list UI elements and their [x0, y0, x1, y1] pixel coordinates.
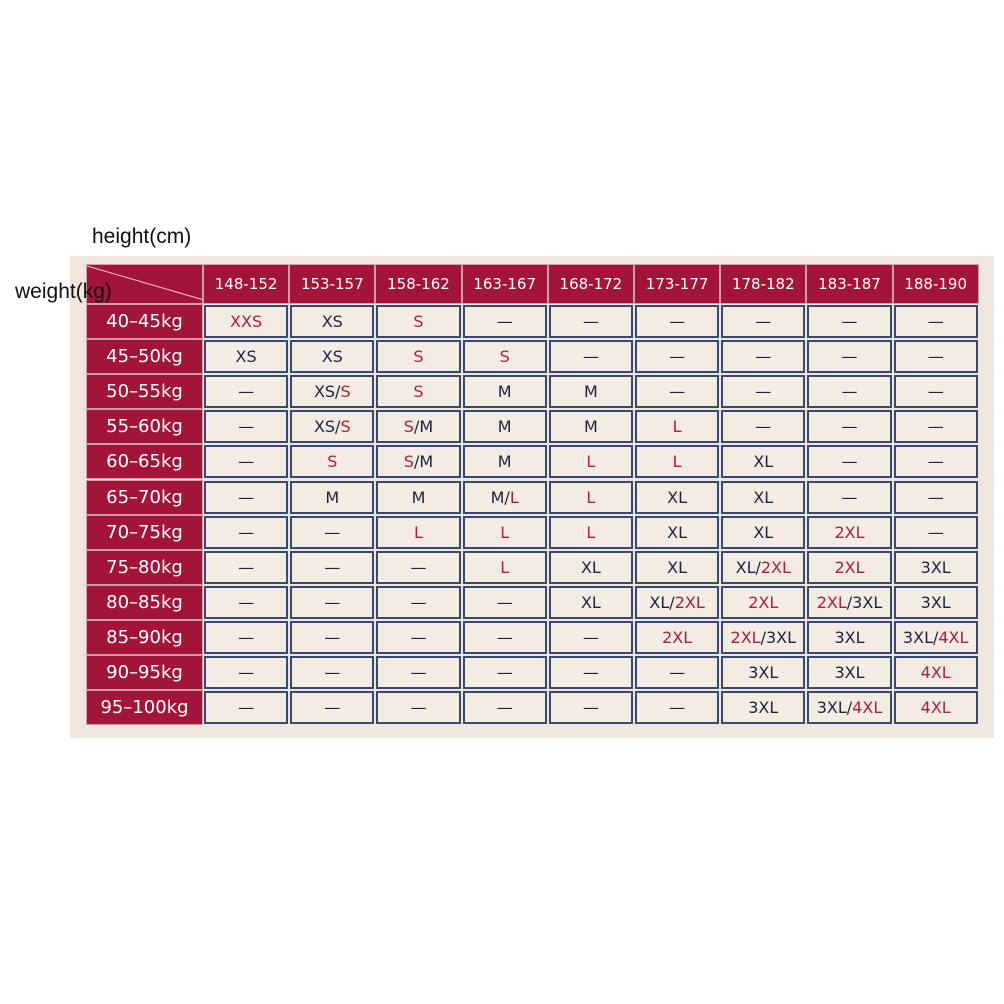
size-cell: [721, 551, 805, 584]
size-label: 2XL: [748, 592, 779, 612]
size-label: —: [927, 452, 944, 472]
size-label: S: [413, 347, 424, 367]
size-cell: [721, 691, 805, 724]
size-cell: [204, 445, 288, 478]
size-label: XL/: [735, 557, 761, 577]
size-cell: [204, 305, 288, 338]
size-label: /3XL: [846, 592, 883, 612]
size-cell: [463, 305, 547, 338]
size-label: —: [927, 522, 944, 542]
size-cell: [635, 586, 719, 619]
size-cell: [463, 656, 547, 689]
size-cell: [290, 445, 374, 478]
size-label: S: [499, 347, 510, 367]
size-cell: [290, 656, 374, 689]
size-label: —: [496, 627, 513, 647]
size-label: S: [403, 452, 414, 472]
size-label: L: [586, 522, 596, 542]
size-label: 4XL: [938, 627, 969, 647]
size-label: L: [586, 487, 596, 507]
size-label: XS: [321, 312, 343, 332]
size-label: —: [410, 592, 427, 612]
size-label: —: [496, 663, 513, 683]
size-cell: [204, 656, 288, 689]
size-cell: [807, 375, 891, 408]
size-label: XL: [580, 557, 601, 577]
size-label: —: [669, 698, 686, 718]
size-cell: [290, 551, 374, 584]
size-label: XL: [580, 592, 601, 612]
size-cell: [635, 375, 719, 408]
size-cell: [721, 445, 805, 478]
size-cell: [376, 691, 460, 724]
size-label: XL: [667, 487, 688, 507]
size-cell: [290, 621, 374, 654]
size-cell: [376, 305, 460, 338]
size-cell: [894, 340, 978, 373]
size-cell: [549, 691, 633, 724]
size-label: —: [410, 557, 427, 577]
size-label: —: [238, 627, 255, 647]
column-header: 148-152: [203, 264, 289, 304]
size-cell: [635, 305, 719, 338]
size-cell: [376, 621, 460, 654]
size-cell: [549, 586, 633, 619]
size-cell: [290, 481, 374, 514]
row-header: 95–100kg: [86, 690, 203, 725]
size-cell: [635, 691, 719, 724]
size-cell: [635, 621, 719, 654]
size-cell: [721, 340, 805, 373]
size-cell: [807, 410, 891, 443]
size-label: —: [582, 698, 599, 718]
column-header: 183-187: [806, 264, 892, 304]
size-label: L: [414, 522, 423, 542]
column-header: 168-172: [548, 264, 634, 304]
size-cell: [376, 586, 460, 619]
size-cell: [721, 586, 805, 619]
size-cell: [463, 340, 547, 373]
size-cell: [721, 656, 805, 689]
size-cell: [376, 516, 460, 549]
row-header: 70–75kg: [86, 515, 203, 550]
size-cell: [721, 305, 805, 338]
row-header: 45–50kg: [86, 339, 203, 374]
size-label: —: [755, 347, 772, 367]
row-header: 90–95kg: [86, 655, 203, 690]
size-cell: [807, 691, 891, 724]
size-label: XL/: [649, 592, 675, 612]
size-label: —: [496, 592, 513, 612]
size-label: —: [324, 557, 341, 577]
size-label: S: [327, 452, 338, 472]
size-label: /3XL: [760, 627, 797, 647]
size-cell: [807, 586, 891, 619]
size-label: 3XL: [748, 663, 779, 683]
size-label: —: [238, 698, 255, 718]
size-cell: [894, 375, 978, 408]
size-label: S: [413, 312, 424, 332]
size-label: M: [497, 382, 512, 402]
size-label: XS/: [313, 417, 341, 437]
size-cell: [463, 516, 547, 549]
size-label: —: [755, 417, 772, 437]
size-cell: [894, 621, 978, 654]
size-cell: [894, 691, 978, 724]
row-header: 80–85kg: [86, 585, 203, 620]
size-cell: [204, 410, 288, 443]
size-cell: [635, 656, 719, 689]
size-cell: [376, 551, 460, 584]
size-label: 3XL: [920, 557, 951, 577]
size-label: XS/: [313, 382, 341, 402]
size-cell: [894, 445, 978, 478]
size-label: 2XL: [816, 592, 847, 612]
size-cell: [635, 481, 719, 514]
size-label: —: [496, 312, 513, 332]
size-cell: [204, 481, 288, 514]
size-label: —: [238, 592, 255, 612]
size-cell: [463, 691, 547, 724]
size-label: —: [238, 522, 255, 542]
size-label: XS: [235, 347, 257, 367]
size-cell: [290, 305, 374, 338]
size-label: —: [238, 452, 255, 472]
size-cell: [549, 410, 633, 443]
size-cell: [635, 410, 719, 443]
size-label: S: [403, 417, 414, 437]
size-cell: [463, 445, 547, 478]
row-header: 40–45kg: [86, 304, 203, 339]
size-label: S: [413, 382, 424, 402]
size-cell: [894, 305, 978, 338]
size-cell: [807, 340, 891, 373]
size-label: —: [238, 382, 255, 402]
size-label: —: [238, 487, 255, 507]
size-cell: [204, 621, 288, 654]
size-cell: [204, 586, 288, 619]
size-cell: [549, 516, 633, 549]
size-cell: [204, 516, 288, 549]
size-label: 2XL: [834, 557, 865, 577]
size-cell: [376, 445, 460, 478]
size-label: XL: [753, 452, 774, 472]
size-label: —: [841, 382, 858, 402]
size-label: XL: [667, 557, 688, 577]
size-cell: [894, 551, 978, 584]
size-label: /M: [413, 417, 434, 437]
size-label: —: [324, 663, 341, 683]
size-label: —: [324, 698, 341, 718]
size-cell: [463, 551, 547, 584]
size-label: M: [583, 417, 598, 437]
size-label: 2XL: [662, 627, 693, 647]
size-label: —: [582, 627, 599, 647]
size-cell: [807, 445, 891, 478]
size-cell: [463, 410, 547, 443]
size-cell: [376, 410, 460, 443]
size-label: —: [669, 347, 686, 367]
size-cell: [635, 551, 719, 584]
size-label: —: [927, 487, 944, 507]
size-label: 4XL: [852, 698, 883, 718]
size-label: —: [669, 663, 686, 683]
size-label: —: [927, 417, 944, 437]
size-cell: [463, 375, 547, 408]
size-cell: [894, 656, 978, 689]
size-cell: [463, 586, 547, 619]
size-label: XL: [753, 522, 774, 542]
column-header: 163-167: [462, 264, 548, 304]
size-cell: [204, 691, 288, 724]
size-cell: [807, 551, 891, 584]
column-header: 158-162: [375, 264, 461, 304]
size-label: —: [410, 663, 427, 683]
height-axis-label: height(cm): [92, 225, 192, 248]
size-label: —: [669, 312, 686, 332]
size-cell: [721, 621, 805, 654]
size-cell: [807, 516, 891, 549]
size-label: —: [841, 417, 858, 437]
size-cell: [549, 551, 633, 584]
size-cell: [290, 691, 374, 724]
size-label: L: [500, 557, 510, 577]
size-cell: [894, 481, 978, 514]
size-cell: [807, 481, 891, 514]
weight-axis-label: weight(kg): [15, 280, 112, 303]
column-header: 178-182: [720, 264, 806, 304]
size-label: 4XL: [920, 663, 951, 683]
size-label: —: [927, 312, 944, 332]
size-label: —: [238, 663, 255, 683]
row-header: 65–70kg: [86, 480, 203, 515]
size-cell: [635, 445, 719, 478]
size-label: 3XL: [834, 627, 865, 647]
size-cell: [290, 586, 374, 619]
size-cell: [635, 516, 719, 549]
size-label: M: [497, 417, 512, 437]
size-cell: [721, 410, 805, 443]
row-header: 55–60kg: [86, 409, 203, 444]
size-label: —: [238, 417, 255, 437]
row-header: 60–65kg: [86, 444, 203, 479]
size-cell: [549, 340, 633, 373]
size-cell: [463, 481, 547, 514]
size-label: M: [583, 382, 598, 402]
size-label: 2XL: [674, 592, 705, 612]
size-label: —: [496, 698, 513, 718]
size-cell: [290, 410, 374, 443]
size-label: 3XL/: [816, 698, 853, 718]
size-label: —: [410, 698, 427, 718]
size-label: —: [324, 522, 341, 542]
size-cell: [290, 340, 374, 373]
size-cell: [721, 481, 805, 514]
size-label: —: [755, 382, 772, 402]
size-cell: [894, 410, 978, 443]
size-label: 4XL: [920, 698, 951, 718]
size-label: —: [841, 347, 858, 367]
size-label: —: [582, 347, 599, 367]
size-label: 2XL: [760, 557, 791, 577]
size-label: 3XL/: [902, 627, 939, 647]
size-label: L: [586, 452, 596, 472]
size-label: —: [582, 312, 599, 332]
size-label: —: [755, 312, 772, 332]
size-cell: [549, 305, 633, 338]
size-cell: [290, 375, 374, 408]
size-cell: [721, 516, 805, 549]
size-cell: [721, 375, 805, 408]
size-cell: [807, 621, 891, 654]
size-label: —: [238, 557, 255, 577]
size-label: S: [340, 382, 351, 402]
size-label: XS: [321, 347, 343, 367]
size-label: L: [672, 417, 682, 437]
size-label: L: [672, 452, 682, 472]
size-label: XL: [753, 487, 774, 507]
size-label: 2XL: [730, 627, 761, 647]
size-label: M: [497, 452, 512, 472]
size-cell: [549, 621, 633, 654]
size-label: —: [841, 312, 858, 332]
size-cell: [376, 375, 460, 408]
size-cell: [807, 305, 891, 338]
size-label: 3XL: [748, 698, 779, 718]
size-label: —: [841, 487, 858, 507]
size-label: —: [324, 592, 341, 612]
size-label: —: [927, 382, 944, 402]
row-header: 50–55kg: [86, 374, 203, 409]
size-cell: [463, 621, 547, 654]
size-label: M: [325, 487, 340, 507]
size-cell: [204, 340, 288, 373]
size-label: M: [411, 487, 426, 507]
size-label: S: [340, 417, 351, 437]
column-header: 173-177: [634, 264, 720, 304]
size-label: M/: [490, 487, 510, 507]
row-header: 85–90kg: [86, 620, 203, 655]
row-header: 75–80kg: [86, 550, 203, 585]
size-cell: [549, 445, 633, 478]
size-cell: [549, 375, 633, 408]
size-label: 2XL: [834, 522, 865, 542]
size-cell: [290, 516, 374, 549]
size-cell: [204, 551, 288, 584]
size-cell: [376, 340, 460, 373]
size-label: —: [582, 663, 599, 683]
size-label: 3XL: [920, 592, 951, 612]
size-label: 3XL: [834, 663, 865, 683]
size-label: L: [500, 522, 510, 542]
size-label: XL: [667, 522, 688, 542]
size-label: —: [927, 347, 944, 367]
size-cell: [204, 375, 288, 408]
size-cell: [549, 481, 633, 514]
size-label: —: [410, 627, 427, 647]
column-header: 153-157: [289, 264, 375, 304]
size-chart-table: [70, 256, 994, 738]
size-label: XXS: [230, 312, 263, 332]
size-label: —: [669, 382, 686, 402]
size-cell: [635, 340, 719, 373]
size-cell: [549, 656, 633, 689]
size-cell: [376, 481, 460, 514]
size-cell: [807, 656, 891, 689]
size-cell: [894, 586, 978, 619]
size-cell: [376, 656, 460, 689]
size-label: —: [841, 452, 858, 472]
size-cell: [894, 516, 978, 549]
column-header: 188-190: [893, 264, 979, 304]
size-label: L: [509, 487, 519, 507]
size-label: —: [324, 627, 341, 647]
size-label: /M: [413, 452, 434, 472]
